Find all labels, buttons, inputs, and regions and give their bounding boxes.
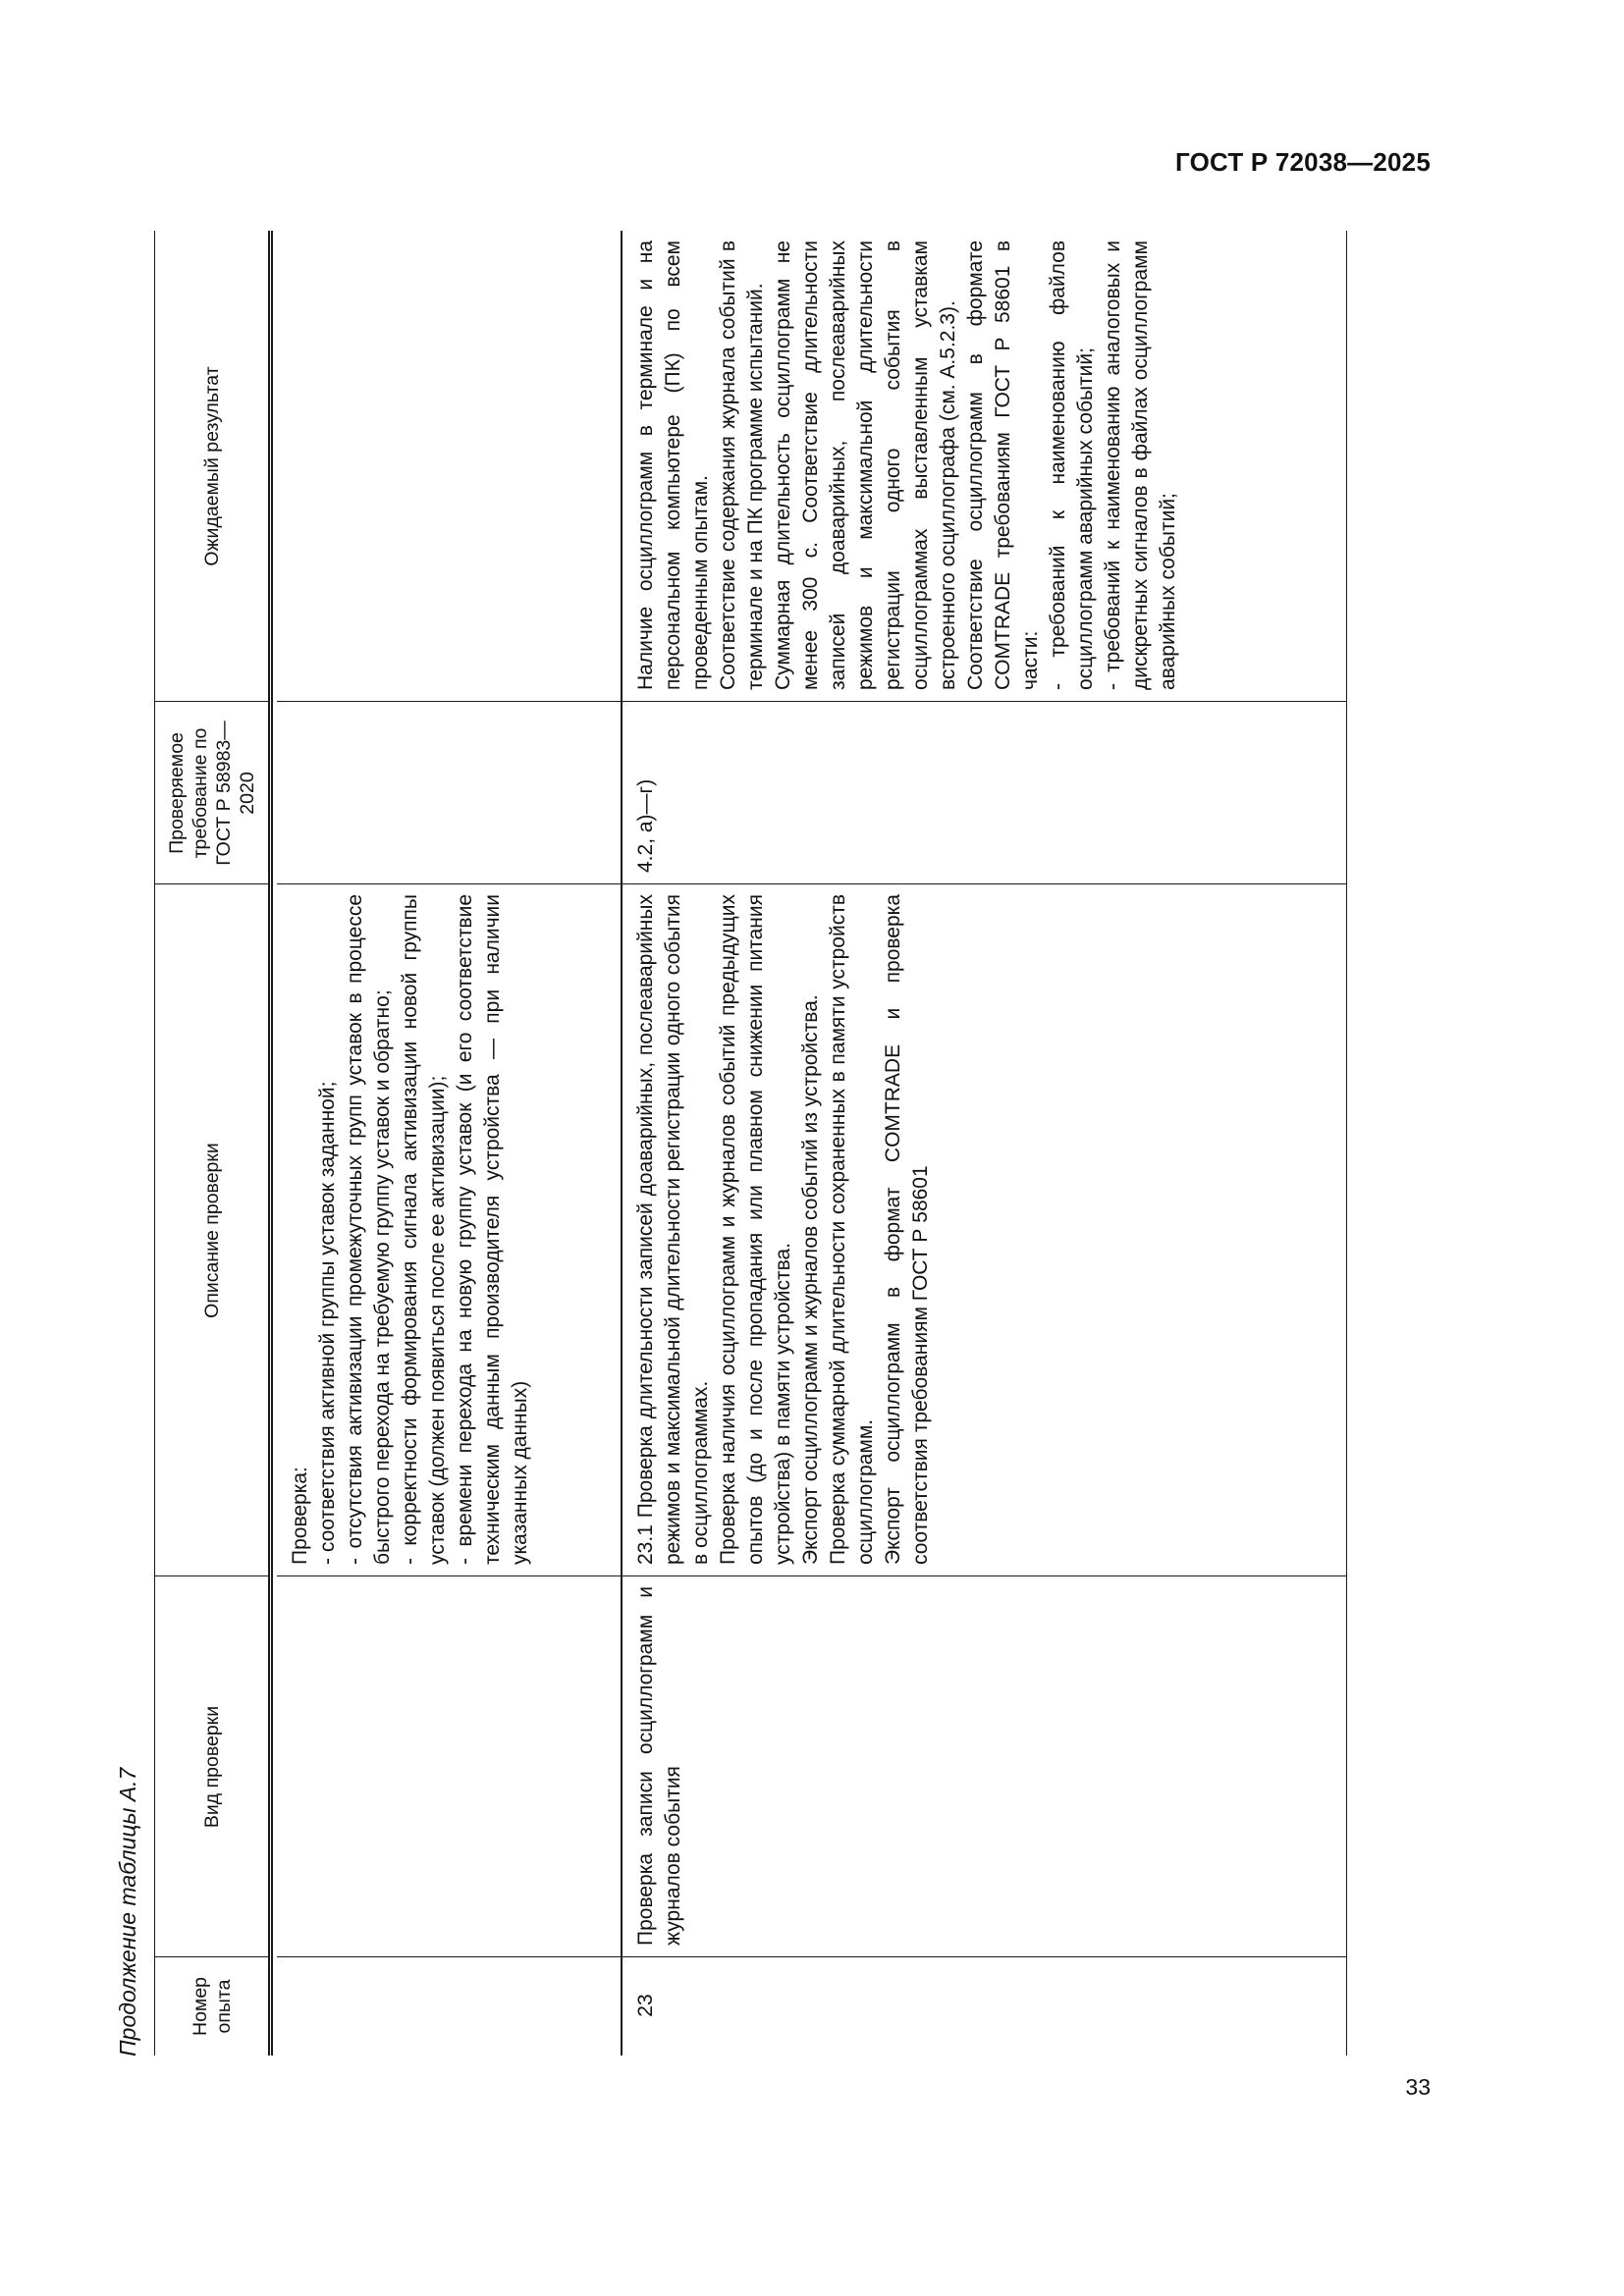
column-header-type: Вид проверки [200,1705,223,1829]
column-header-requirement: Проверяемое требование по ГОСТ Р 58983—2020 [165,721,258,866]
description-line: Проверка: [289,1467,311,1565]
column-header-result: Ожидаемый результат [200,366,223,566]
table-row [277,231,623,2056]
document-header: ГОСТ Р 72038—2025 [1175,147,1431,177]
result-line: Наличие осциллограмм в терминале и на персональном компьютере (ПК) по всем проведенным опытам. [634,240,712,690]
result-line: - требований к наименованию аналоговых и дискретных сигналов в файлах осциллограмм аварийных событий; [1102,240,1179,690]
table [154,231,1347,2056]
result-line: Соответствие осциллограмм в формате COMTRADE требованиям ГОСТ Р 58601 в части: [964,240,1042,690]
row-type [277,1576,621,1957]
result-line: Соответствие содержания журнала событий в терминале и на ПК программе испытаний. [717,240,767,690]
description-line: - отсутствия активизации промежуточных групп уставок в процессе быстрого перехода на требуемую группу уставок и обратно; [344,894,394,1565]
row-result [623,231,1346,702]
description-line: Проверка суммарной длительности сохраненных в памяти устройств осциллограмм. [827,894,877,1565]
description-line: Экспорт осциллограмм в формат COMTRADE и проверка соответствия требованиям ГОСТ Р 58601 [882,894,932,1565]
table-row [623,231,1346,2056]
row-description [277,884,621,1576]
description-line: - времени перехода на новую группу уставок (и его соответствие техническим данным производителя устройства — при наличии указанных данных) [454,894,531,1565]
result-line: Суммарная длительность осциллограмм не менее 300 с. Соответствие длительности записей доаварийных, послеаварийных режимов и максимальной длительности регистрации одного события в осциллограммах выставленным уставкам встроенного осциллографа (см. А.5.2.3). [772,240,959,690]
row-number: 23 [634,1994,657,2017]
column-header-description: Описание проверки [200,1143,223,1318]
description-line: Проверка наличия осциллограмм и журналов событий предыдущих опытов (до и после пропадания или плавном снижении питания устройства) в памяти устройства. [717,894,794,1565]
row-requirement [277,702,621,884]
page-number: 33 [1405,2074,1431,2100]
row-description [623,884,1346,1576]
column-header-number: Номер опыта [189,1976,235,2037]
description-line: - соответствия активной группы уставок заданной; [316,1081,339,1565]
table-caption: Продолжение таблицы А.7 [115,1767,140,2056]
description-line: Экспорт осциллограмм и журналов событий из устройства. [799,994,822,1565]
result-line: - требований к наименованию файлов осциллограмм аварийных событий; [1047,240,1097,690]
description-line: - корректности формирования сигнала активизации новой группы уставок (должен появиться после ее активизации); [399,894,449,1565]
description-line: 23.1 Проверка длительности записей доаварийных, послеаварийных режимов и максимальной длительности регистрации одного события в осциллограммах. [634,894,712,1565]
table-header [155,231,273,2056]
row-result [277,231,621,702]
row-requirement: 4.2, а)—г) [634,778,657,873]
row-type: Проверка записи осциллограмм и журналов события [634,1586,684,1946]
row-number [277,1957,621,2056]
